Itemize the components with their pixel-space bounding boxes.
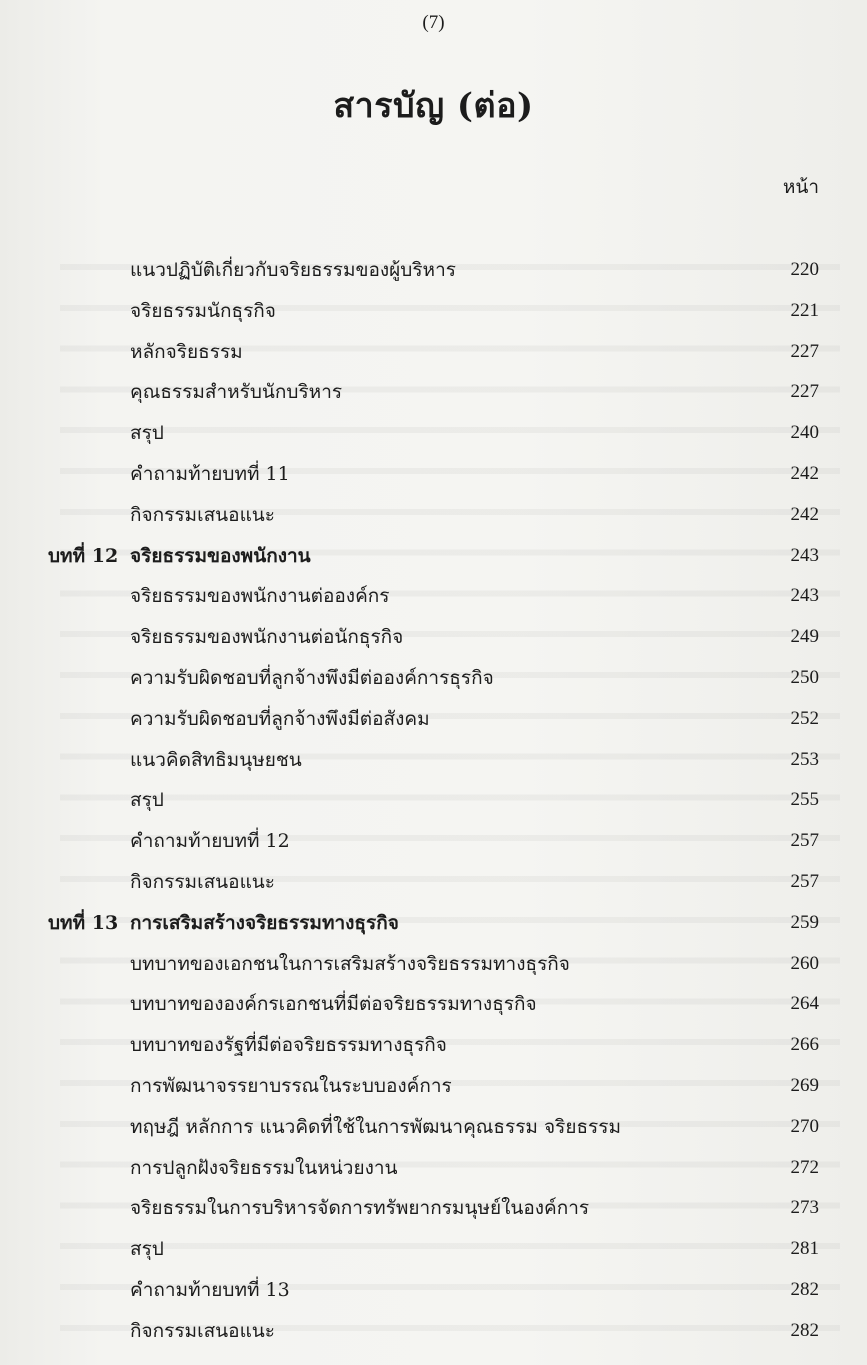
- toc-entry-row: [0, 1188, 867, 1229]
- toc-entry-row: [0, 1270, 867, 1311]
- toc-entry-label: บทบาทของเอกชนในการเสริมสร้างจริยธรรมทางธุรกิจ: [130, 952, 570, 975]
- toc-entry-page: 243: [790, 544, 819, 566]
- toc-entry-row: [0, 1025, 867, 1066]
- toc-entry-row: [0, 862, 867, 903]
- toc-entry-row: [0, 821, 867, 862]
- toc-entry-label: บทบาทของรัฐที่มีต่อจริยธรรมทางธุรกิจ: [130, 1034, 447, 1057]
- toc-chapter-number: บทที่ 12: [48, 544, 119, 567]
- toc-entry-page: 272: [790, 1156, 819, 1178]
- toc-entry-label: หลักจริยธรรม: [130, 340, 243, 363]
- table-of-contents: [0, 250, 867, 1352]
- toc-entry-row: [0, 944, 867, 985]
- toc-entry-label: จริยธรรมของพนักงานต่อองค์กร: [130, 585, 390, 608]
- toc-entry-label: สรุป: [130, 789, 164, 812]
- toc-entry-page: 282: [790, 1278, 819, 1300]
- toc-entry-label: กิจกรรมเสนอแนะ: [130, 1319, 276, 1342]
- toc-entry-page: 260: [790, 952, 819, 974]
- toc-entry-label: แนวคิดสิทธิมนุษยชน: [130, 748, 302, 771]
- toc-entry-page: 273: [790, 1197, 819, 1219]
- toc-entry-row: [0, 617, 867, 658]
- toc-entry-label: จริยธรรมนักธุรกิจ: [130, 299, 276, 322]
- page-column-header: หน้า: [782, 176, 819, 198]
- toc-entry-page: 221: [790, 299, 819, 321]
- toc-entry-page: 259: [790, 911, 819, 933]
- toc-entry-page: 257: [790, 870, 819, 892]
- toc-entry-row: [0, 576, 867, 617]
- toc-entry-label: จริยธรรมของพนักงานต่อนักธุรกิจ: [130, 626, 404, 649]
- toc-entry-row: [0, 291, 867, 332]
- toc-entry-page: 227: [790, 340, 819, 362]
- toc-entry-label: คำถามท้ายบทที่ 13: [130, 1278, 290, 1301]
- toc-chapter-number: บทที่ 13: [48, 911, 119, 934]
- toc-entry-label: สรุป: [130, 1238, 164, 1261]
- toc-entry-row: [0, 332, 867, 373]
- toc-entry-page: 255: [790, 789, 819, 811]
- toc-entry-row: [0, 1311, 867, 1352]
- toc-entry-page: 240: [790, 422, 819, 444]
- toc-entry-row: [0, 780, 867, 821]
- toc-entry-label: กิจกรรมเสนอแนะ: [130, 870, 276, 893]
- toc-entry-row: [0, 984, 867, 1025]
- toc-entry-page: 281: [790, 1238, 819, 1260]
- toc-entry-label: บทบาทขององค์กรเอกชนที่มีต่อจริยธรรมทางธุรกิจ: [130, 993, 537, 1016]
- toc-chapter-row: [0, 536, 867, 577]
- toc-entry-row: [0, 372, 867, 413]
- toc-entry-row: [0, 495, 867, 536]
- toc-chapter-row: [0, 903, 867, 944]
- page-number: (7): [422, 12, 445, 33]
- toc-entry-label: ความรับผิดชอบที่ลูกจ้างพึงมีต่อสังคม: [130, 707, 430, 730]
- toc-entry-label: จริยธรรมในการบริหารจัดการทรัพยากรมนุษย์ในองค์การ: [130, 1197, 590, 1220]
- toc-entry-row: [0, 740, 867, 781]
- toc-entry-page: 242: [790, 462, 819, 484]
- toc-entry-page: 249: [790, 626, 819, 648]
- toc-entry-label: ทฤษฎี หลักการ แนวคิดที่ใช้ในการพัฒนาคุณธรรม จริยธรรม: [130, 1115, 621, 1138]
- toc-entry-page: 242: [790, 503, 819, 525]
- toc-entry-page: 264: [790, 993, 819, 1015]
- toc-entry-label: การปลูกฝังจริยธรรมในหน่วยงาน: [130, 1156, 398, 1179]
- toc-entry-page: 253: [790, 748, 819, 770]
- toc-entry-page: 269: [790, 1074, 819, 1096]
- toc-entry-page: 220: [790, 259, 819, 280]
- toc-entry-label: คุณธรรมสำหรับนักบริหาร: [130, 381, 343, 404]
- toc-entry-page: 282: [790, 1319, 819, 1341]
- toc-entry-label: คำถามท้ายบทที่ 12: [130, 830, 290, 853]
- toc-entry-label: การพัฒนาจรรยาบรรณในระบบองค์การ: [130, 1074, 452, 1097]
- toc-entry-row: [0, 658, 867, 699]
- toc-entry-row: [0, 699, 867, 740]
- toc-entry-row: [0, 454, 867, 495]
- toc-entry-row: [0, 1107, 867, 1148]
- toc-entry-page: 250: [790, 666, 819, 688]
- toc-entry-page: 257: [790, 830, 819, 852]
- toc-entry-page: 270: [790, 1115, 819, 1137]
- toc-entry-label: การเสริมสร้างจริยธรรมทางธุรกิจ: [130, 911, 399, 934]
- toc-entry-label: สรุป: [130, 422, 164, 445]
- toc-entry-label: แนวปฏิบัติเกี่ยวกับจริยธรรมของผู้บริหาร: [130, 259, 456, 281]
- toc-entry-row: [0, 250, 867, 291]
- page-title: สารบัญ (ต่อ): [333, 86, 534, 126]
- toc-entry-row: [0, 1066, 867, 1107]
- toc-entry-page: 243: [790, 585, 819, 607]
- toc-entry-row: [0, 1229, 867, 1270]
- toc-entry-row: [0, 413, 867, 454]
- toc-entry-page: 252: [790, 707, 819, 729]
- toc-entry-label: คำถามท้ายบทที่ 11: [130, 462, 290, 485]
- toc-entry-label: จริยธรรมของพนักงาน: [130, 544, 311, 567]
- toc-entry-label: กิจกรรมเสนอแนะ: [130, 503, 276, 526]
- toc-entry-label: ความรับผิดชอบที่ลูกจ้างพึงมีต่อองค์การธุรกิจ: [130, 666, 494, 689]
- toc-entry-row: [0, 1148, 867, 1189]
- toc-entry-page: 227: [790, 381, 819, 403]
- toc-entry-page: 266: [790, 1034, 819, 1056]
